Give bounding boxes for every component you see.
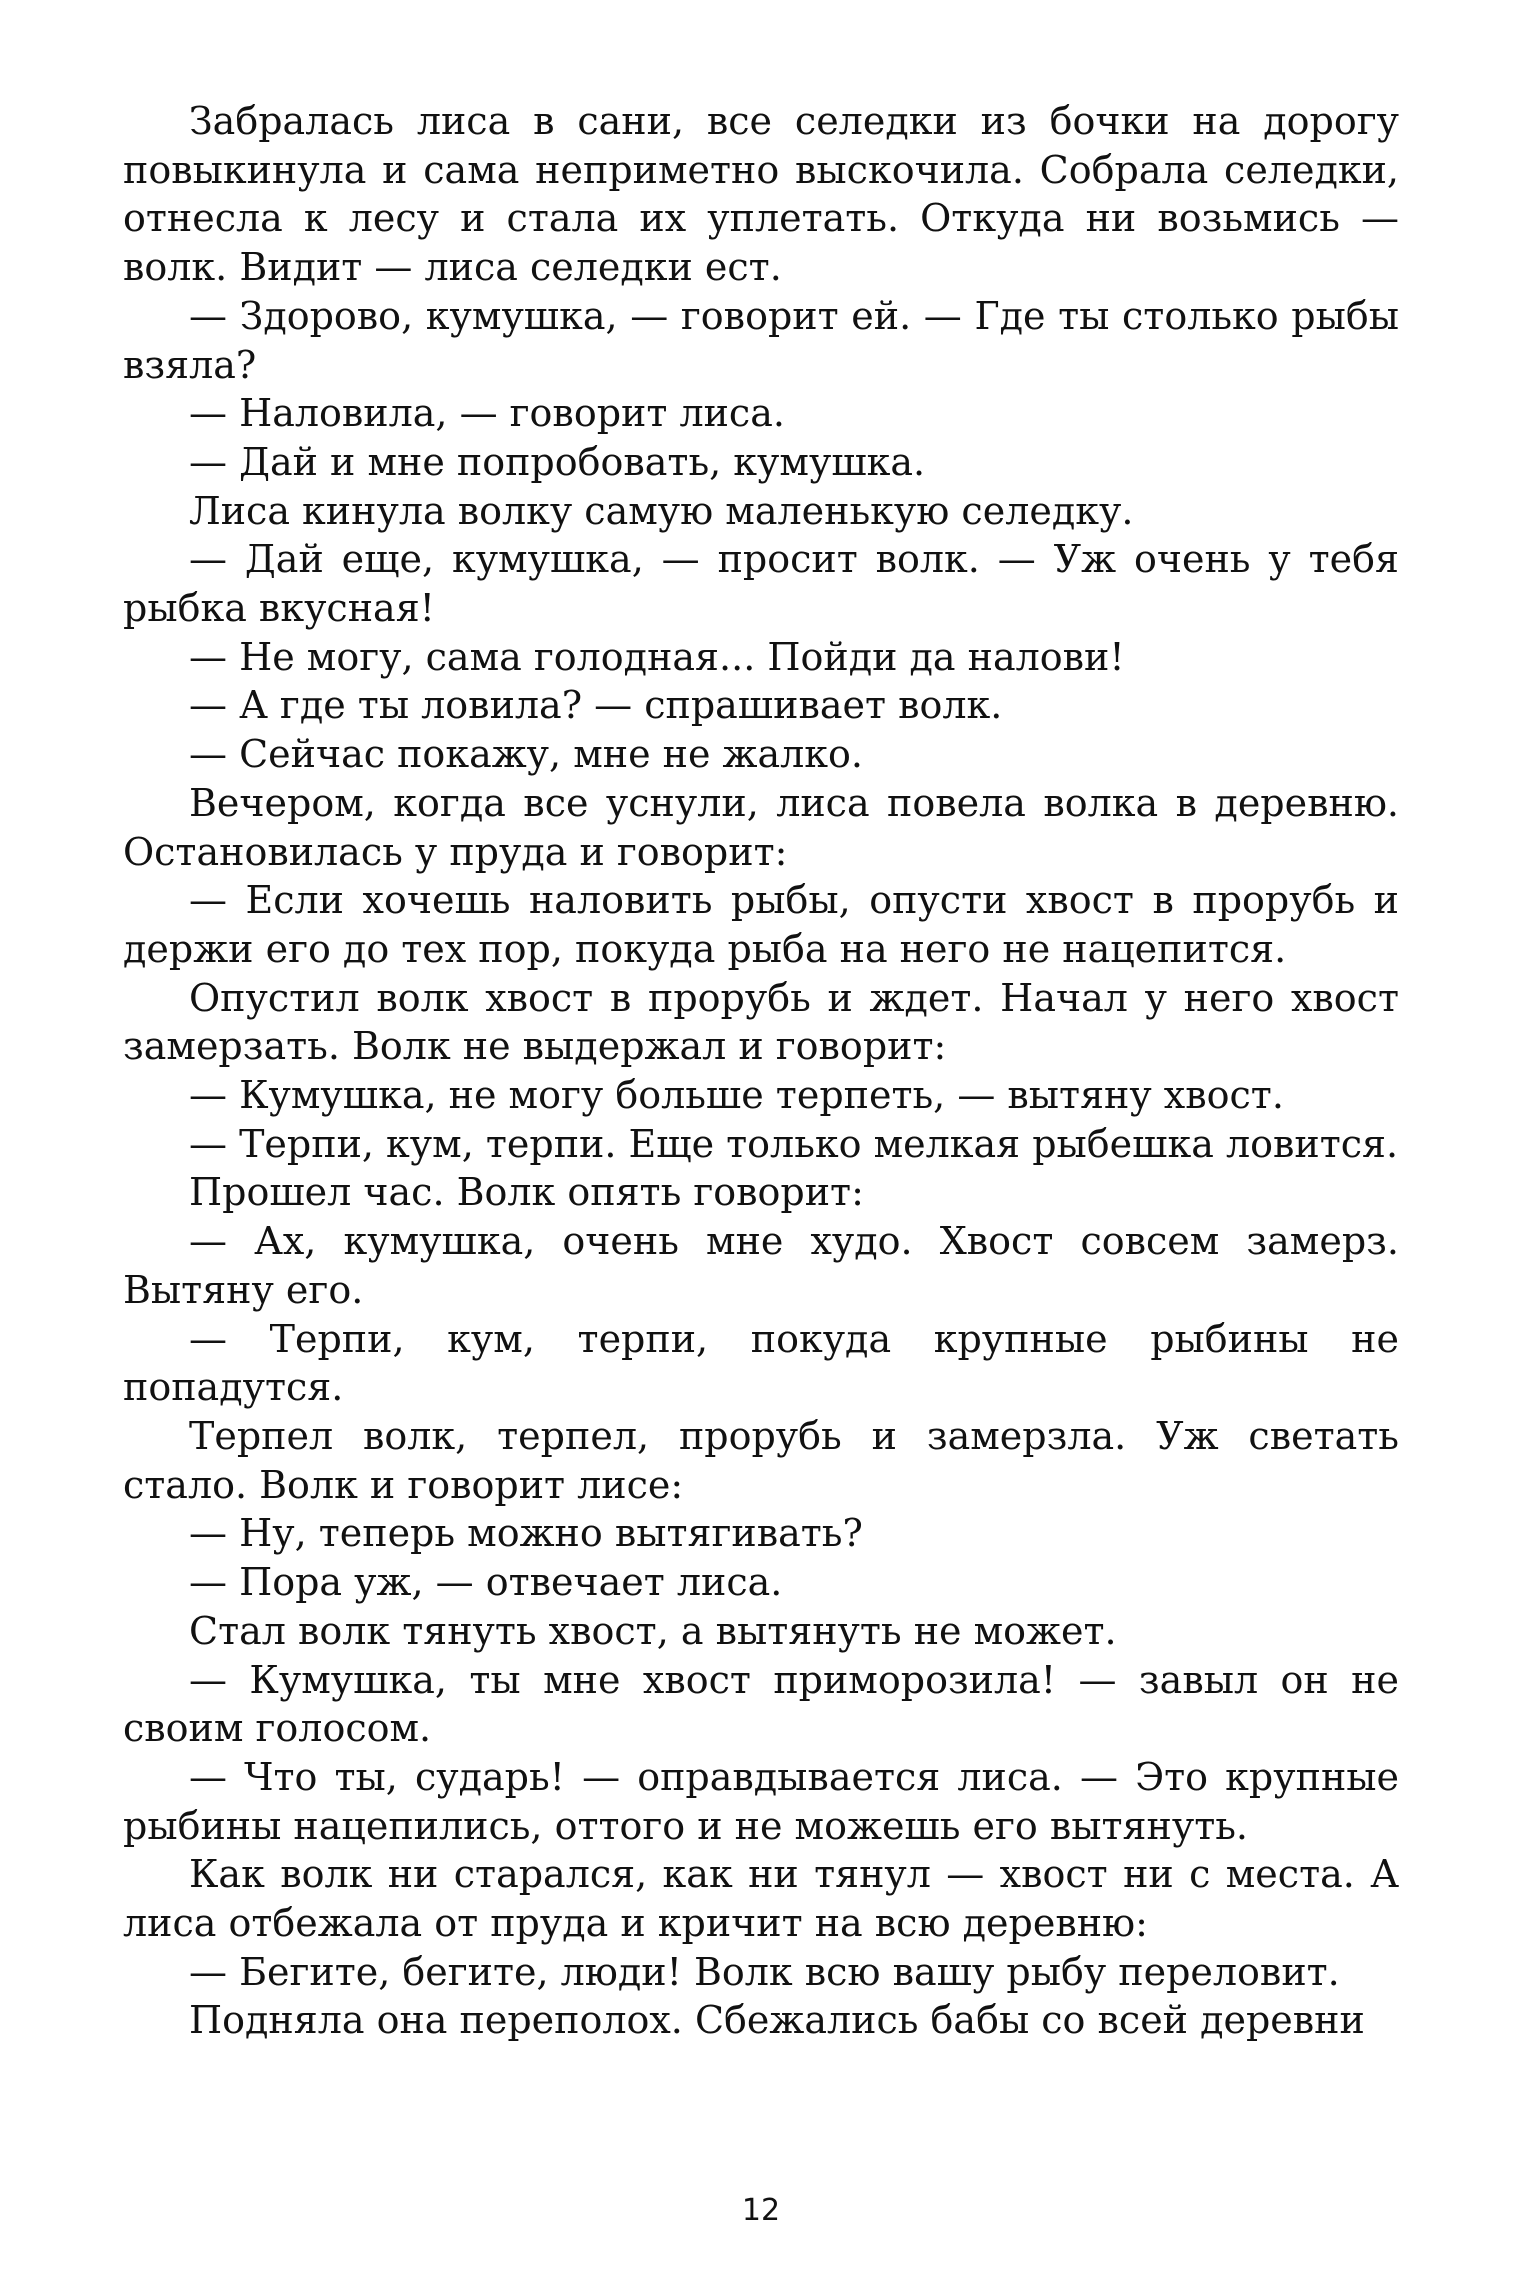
paragraph: Терпел волк, терпел, прорубь и замерзла. Уж светать стало. Волк и говорит лисе: <box>123 1413 1399 1507</box>
paragraph: — Терпи, кум, терпи, покуда крупные рыбины не попадутся. <box>123 1316 1399 1410</box>
paragraph: Вечером, когда все уснули, лиса повела волка в деревню. Остановилась у пруда и говорит: <box>123 780 1399 874</box>
page-number: 12 <box>741 2193 781 2228</box>
paragraph: Забралась лиса в сани, все селедки из бочки на дорогу повыкинула и сама неприметно выскочила. Собрала селедки, отнесла к лесу и стала их уплетать. Откуда ни возьмись — волк. Видит — лиса селедки ест. <box>123 99 1399 290</box>
paragraph: Стал волк тянуть хвост, а вытянуть не может. <box>189 1608 1117 1653</box>
paragraph: Лиса кинула волку самую маленькую селедку. <box>189 488 1134 533</box>
paragraph: — Кумушка, не могу больше терпеть, — вытяну хвост. <box>189 1073 1284 1118</box>
paragraph: — Не могу, сама голодная... Пойди да налови! <box>189 634 1125 679</box>
paragraph: — А где ты ловила? — спрашивает волк. <box>189 683 1003 728</box>
paragraph: Прошел час. Волк опять говорит: <box>189 1170 864 1215</box>
paragraph: — Дай еще, кумушка, — просит волк. — Уж очень у тебя рыбка вкусная! <box>123 537 1399 631</box>
paragraph: — Что ты, сударь! — оправдывается лиса. — Это крупные рыбины нацепились, оттого и не можешь его вытянуть. <box>123 1754 1399 1848</box>
paragraph: — Дай и мне попробовать, кумушка. <box>189 439 926 484</box>
paragraph: — Наловила, — говорит лиса. <box>189 391 785 436</box>
paragraph: Подняла она переполох. Сбежались бабы со всей деревни <box>189 1998 1365 2043</box>
paragraph: Опустил волк хвост в прорубь и ждет. Начал у него хвост замерзать. Волк не выдержал и говорит: <box>123 975 1399 1069</box>
paragraph: — Если хочешь наловить рыбы, опусти хвост в прорубь и держи его до тех пор, покуда рыба на него не нацепится. <box>123 878 1399 971</box>
paragraph: — Кумушка, ты мне хвост приморозила! — завыл он не своим голосом. <box>123 1657 1399 1751</box>
paragraph: — Бегите, бегите, люди! Волк всю вашу рыбу переловит. <box>189 1949 1340 1994</box>
paragraph: — Ну, теперь можно вытягивать? <box>189 1511 863 1556</box>
paragraph: — Ах, кумушка, очень мне худо. Хвост совсем замерз. Вытяну его. <box>123 1219 1399 1312</box>
paragraph: — Терпи, кум, терпи. Еще только мелкая рыбешка ловится. <box>189 1121 1399 1166</box>
paragraph: — Здорово, кумушка, — говорит ей. — Где ты столько рыбы взяла? <box>123 293 1399 387</box>
paragraph: — Пора уж, — отвечает лиса. <box>189 1560 783 1605</box>
paragraph: Как волк ни старался, как ни тянул — хвост ни с места. А лиса отбежала от пруда и кричит на всю деревню: <box>123 1852 1399 1946</box>
paragraph: — Сейчас покажу, мне не жалко. <box>189 732 863 777</box>
story-text <box>123 97 1399 2045</box>
